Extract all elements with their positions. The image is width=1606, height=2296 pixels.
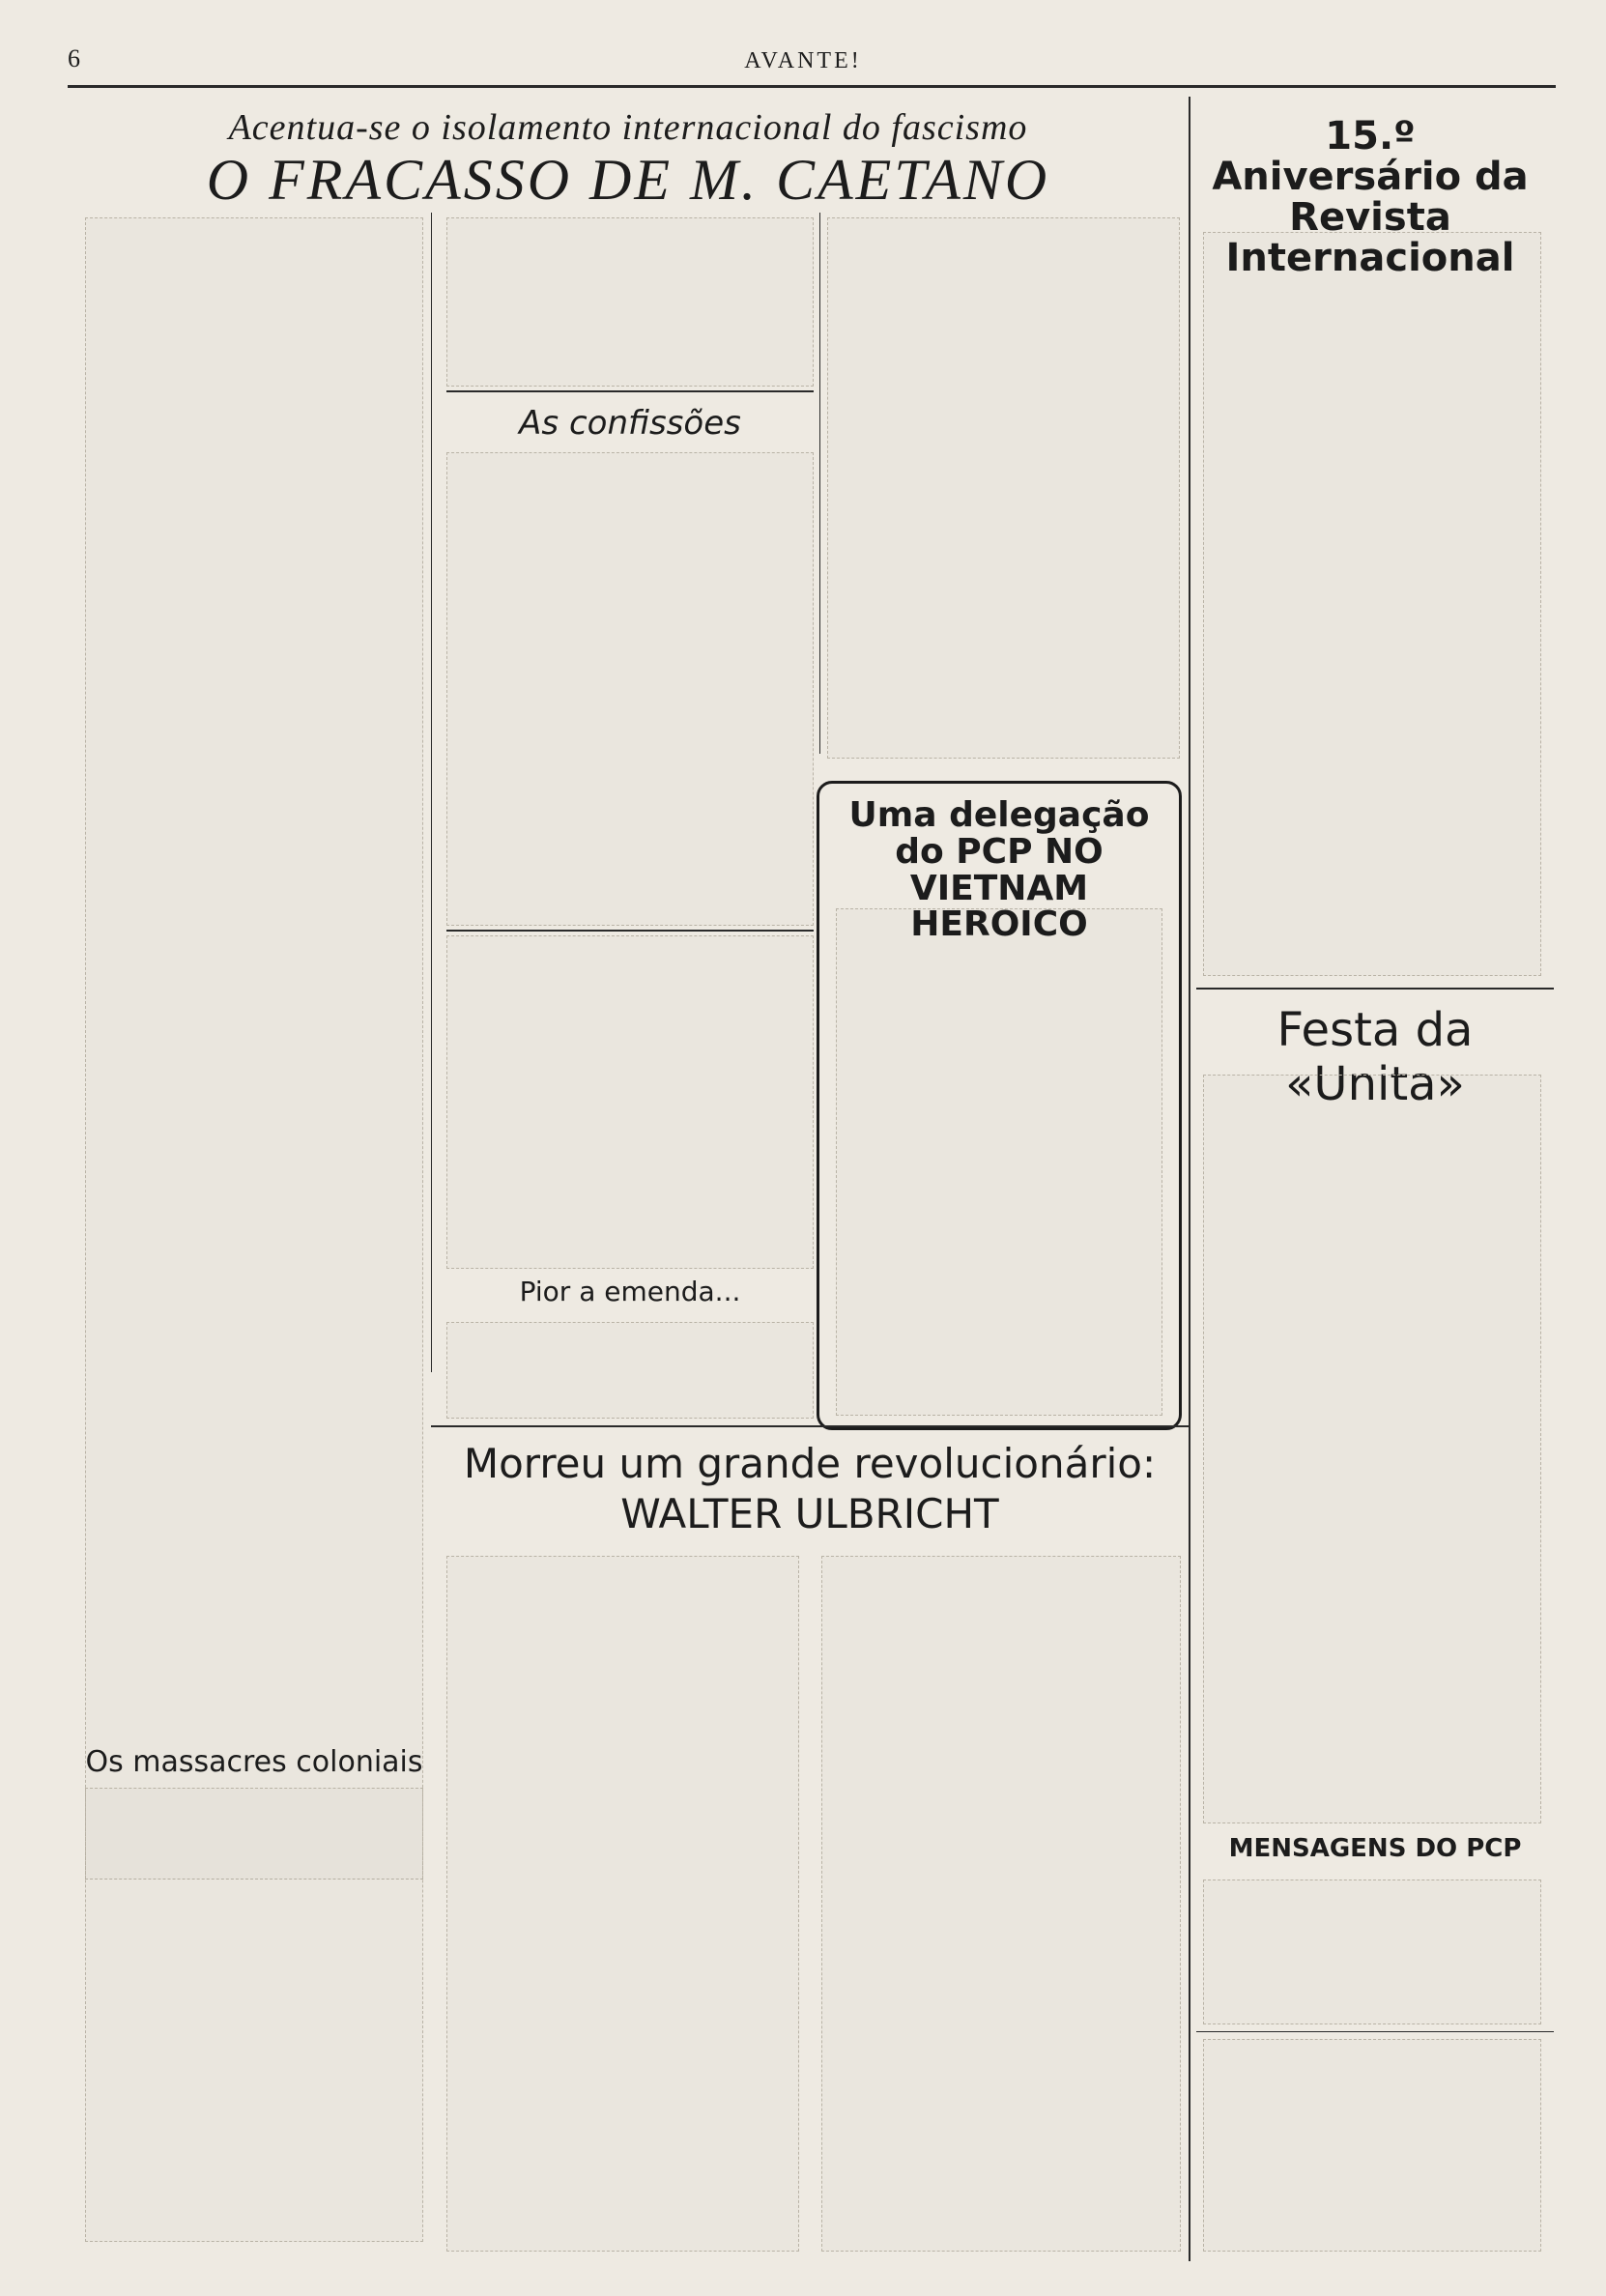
right-column-bottom-text — [1203, 2039, 1541, 2252]
left-column-text — [85, 217, 423, 1880]
delegation-headline: Uma delegação do PCP NO VIETNAM HEROICO — [848, 795, 1150, 945]
massacres-subhead: Os massacres coloniais — [85, 1745, 423, 1779]
ulbricht-top-rule — [431, 1425, 1189, 1427]
ulbricht-column-1 — [446, 1556, 799, 2252]
header-rule — [68, 85, 1556, 88]
festa-text — [1203, 1075, 1541, 1823]
pior-title: Pior a emenda... — [519, 1276, 741, 1307]
festa-top-rule — [1196, 988, 1554, 990]
ulbricht-headline-line2: WALTER ULBRICHT — [620, 1490, 999, 1537]
festa-headline: Festa da «Unita» — [1276, 1003, 1474, 1111]
mensagens-bottom-rule — [1196, 2031, 1554, 2032]
ulbricht-column-2 — [821, 1556, 1181, 2252]
confessions-title: As confissões — [519, 404, 741, 443]
middle-right-column-text — [827, 217, 1180, 759]
column-rule — [431, 213, 432, 1372]
ulbricht-headline-line1: Morreu um grande revolucionário: — [463, 1440, 1157, 1487]
main-kicker: Acentua-se o isolamento internacional do fascismo — [228, 107, 1028, 148]
mensagens-text — [1203, 1880, 1541, 2024]
anniversary-headline: 15.º Aniversário da Revista Internacional — [1212, 114, 1529, 280]
pior-text — [446, 1322, 814, 1419]
column-rule — [1189, 97, 1190, 2261]
main-headline: O FRACASSO DE M. CAETANO — [206, 148, 1050, 212]
confessions-text — [446, 452, 814, 926]
middle-column-text-top — [446, 217, 814, 387]
confessions-top-rule — [446, 390, 814, 392]
anniversary-text — [1203, 232, 1541, 976]
middle-column-text-mid — [446, 935, 814, 1269]
masthead: AVANTE! — [744, 48, 862, 73]
column-rule — [819, 213, 820, 754]
mensagens-headline: MENSAGENS DO PCP — [1228, 1834, 1522, 1863]
delegation-text — [836, 908, 1162, 1416]
page-number: 6 — [68, 44, 80, 72]
confessions-bottom-rule — [446, 930, 814, 932]
massacres-text — [85, 1788, 423, 2242]
